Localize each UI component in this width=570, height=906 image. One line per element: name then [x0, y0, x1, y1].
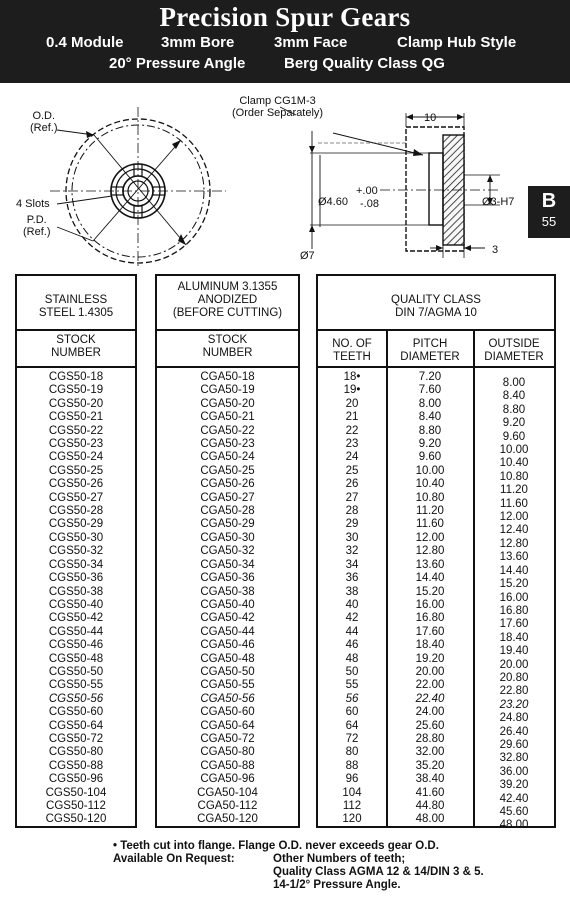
table-cell: CGA50-20 — [200, 397, 255, 410]
table-cell: 10.80 — [499, 470, 529, 483]
table-cell: 8.80 — [418, 424, 442, 437]
table-cell: CGA50-88 — [200, 759, 255, 772]
note-available-3 — [113, 879, 439, 892]
table-cell: 41.60 — [415, 786, 445, 799]
page-number: 55 — [541, 214, 557, 229]
table-cell: CGS50-38 — [48, 585, 104, 598]
table-cell: 14.40 — [499, 564, 529, 577]
table-cell: 32.80 — [499, 752, 529, 765]
aluminum-stock-column — [157, 371, 298, 827]
table-cell: CGA50-36 — [200, 572, 255, 585]
table-cell: 26 — [345, 478, 359, 491]
divider — [318, 329, 554, 331]
table-cell: 35.20 — [415, 759, 445, 772]
technical-drawing — [0, 83, 570, 268]
table-cell: 24 — [345, 451, 359, 464]
table-cell: CGS50-29 — [48, 518, 104, 531]
table-cell: CGS50-20 — [48, 397, 104, 410]
table-cell: 29 — [345, 518, 359, 531]
table-cell: CGA50-64 — [200, 719, 255, 732]
aluminum-table — [155, 274, 300, 828]
table-cell: CGA50-24 — [200, 451, 255, 464]
gear-front-view — [50, 107, 226, 268]
table-cell: CGS50-72 — [48, 732, 104, 745]
spec-bore: 3mm Bore — [161, 34, 235, 51]
table-cell: 11.60 — [500, 497, 528, 510]
table-cell: 22.40 — [415, 692, 445, 705]
table-cell: 15.20 — [415, 585, 445, 598]
table-cell: 44 — [345, 625, 359, 638]
table-cell: 17.60 — [415, 625, 445, 638]
table-cell: CGA50-120 — [197, 813, 258, 826]
table-cell: 11.20 — [500, 484, 528, 497]
table-cell: 8.00 — [502, 377, 526, 389]
table-cell: 50 — [345, 665, 359, 678]
table-cell: 19• — [343, 384, 361, 397]
table-cell: CGA50-112 — [197, 800, 258, 812]
table-cell: 72 — [345, 732, 359, 745]
table-cell: CGS50-32 — [48, 545, 104, 558]
teeth-header: NO. OF TEETH — [332, 338, 372, 363]
stainless-material-header: STAINLESS STEEL 1.4305 — [38, 294, 114, 319]
table-cell: CGS50-80 — [48, 746, 104, 759]
aluminum-stock-header: STOCK NUMBER — [202, 334, 253, 359]
dim-base-label: Ø7 — [300, 250, 315, 262]
table-cell: 9.20 — [418, 438, 442, 451]
table-cell: CGA50-50 — [200, 665, 255, 678]
spec-pressure-angle: 20° Pressure Angle — [109, 55, 246, 72]
divider — [17, 366, 135, 368]
table-cell: 27 — [345, 491, 359, 504]
od-label: O.D. (Ref.) — [30, 110, 58, 134]
table-cell: CGA50-29 — [200, 518, 255, 531]
tol-minus-label: -.08 — [360, 198, 379, 210]
table-cell: CGA50-25 — [200, 464, 255, 477]
table-cell: 10.40 — [415, 478, 445, 491]
table-cell: CGS50-48 — [48, 652, 104, 665]
available-label: Available On Request: — [113, 853, 235, 865]
table-cell: CGA50-26 — [200, 478, 255, 491]
table-cell: 42.40 — [499, 792, 529, 805]
table-cell: 11.20 — [416, 505, 444, 518]
table-cell: 56 — [345, 692, 359, 705]
note-teeth: • Teeth cut into flange. Flange O.D. never exceeds gear O.D. — [113, 840, 439, 852]
table-cell: 16.00 — [415, 598, 445, 611]
table-cell: CGS50-21 — [48, 411, 104, 424]
outside-diameter-header: OUTSIDE DIAMETER — [484, 338, 544, 363]
table-cell: 11.60 — [416, 518, 444, 531]
table-cell: 29.60 — [499, 738, 529, 751]
divider — [157, 366, 298, 368]
table-cell: CGS50-42 — [48, 612, 104, 625]
pitch-diameter-header: PITCH DIAMETER — [400, 338, 460, 363]
dim-face-label: 10 — [424, 112, 437, 124]
slots-label: 4 Slots — [16, 198, 50, 210]
table-cell: 20 — [345, 397, 359, 410]
table-cell: CGA50-22 — [200, 424, 255, 437]
table-cell: 112 — [342, 800, 362, 812]
table-cell: CGA50-104 — [197, 786, 258, 799]
stainless-table — [15, 274, 137, 828]
table-cell: CGS50-104 — [45, 786, 107, 799]
table-cell: 28 — [345, 505, 359, 518]
table-cell: 32.00 — [415, 746, 445, 759]
table-cell: CGS50-36 — [48, 572, 104, 585]
dim-hub-dia-label: Ø4.60 — [318, 196, 348, 208]
table-cell: CGA50-96 — [200, 773, 255, 786]
table-cell: CGA50-72 — [200, 732, 255, 745]
table-cell: 9.20 — [502, 417, 526, 430]
table-cell: CGA50-34 — [200, 558, 255, 571]
table-cell: CGS50-28 — [48, 505, 104, 518]
table-cell: 120 — [342, 813, 362, 826]
pd-label: P.D. (Ref.) — [23, 214, 51, 238]
table-cell: 10.00 — [415, 464, 445, 477]
table-cell: CGS50-55 — [48, 679, 104, 692]
table-cell: 28.80 — [415, 732, 445, 745]
table-cell: CGS50-88 — [48, 759, 104, 772]
table-cell: 7.60 — [418, 384, 442, 397]
table-cell: 9.60 — [502, 430, 526, 443]
table-cell: CGA50-44 — [200, 625, 255, 638]
table-cell: 96 — [345, 773, 359, 786]
table-cell: 7.20 — [418, 371, 442, 383]
table-cell: 45.60 — [499, 806, 529, 818]
table-cell: CGA50-21 — [200, 411, 255, 424]
table-cell: CGA50-19 — [200, 384, 255, 397]
table-cell: 22 — [345, 424, 359, 437]
table-cell: CGA50-27 — [200, 491, 255, 504]
table-cell: 20.00 — [415, 665, 445, 678]
table-cell: CGA50-18 — [200, 371, 255, 383]
table-cell: 9.60 — [418, 451, 442, 464]
divider — [318, 366, 554, 368]
table-cell: 25.60 — [415, 719, 445, 732]
tol-plus-label: +.00 — [356, 185, 378, 197]
table-cell: 48.00 — [415, 813, 445, 826]
table-cell: 23 — [345, 438, 359, 451]
table-cell: 22.00 — [415, 679, 445, 692]
table-cell: 17.60 — [499, 618, 529, 631]
table-cell: 18.40 — [415, 639, 445, 652]
table-cell: 10.00 — [499, 444, 529, 457]
table-cell: 42 — [345, 612, 359, 625]
table-cell: 19.20 — [415, 652, 445, 665]
table-cell: 18• — [343, 371, 361, 383]
table-cell: 32 — [345, 545, 359, 558]
clamp-label: Clamp CG1M-3 (Order Separately) — [232, 95, 324, 119]
gear-side-view — [280, 107, 500, 258]
table-cell: 38.40 — [415, 773, 445, 786]
table-cell: 12.80 — [499, 537, 529, 550]
table-cell: 12.40 — [499, 524, 529, 537]
table-cell: CGS50-46 — [48, 639, 104, 652]
table-cell: 13.60 — [499, 551, 529, 564]
table-cell: CGS50-40 — [48, 598, 104, 611]
table-cell: 20.80 — [499, 671, 529, 684]
divider — [157, 329, 298, 331]
divider — [17, 329, 135, 331]
table-cell: 40 — [345, 598, 359, 611]
table-cell: CGS50-34 — [48, 558, 104, 571]
leader-arrowheads — [86, 131, 186, 245]
table-cell: CGA50-46 — [200, 639, 255, 652]
table-cell: CGS50-22 — [48, 424, 104, 437]
table-cell: CGS50-60 — [48, 706, 104, 719]
table-cell: CGA50-23 — [200, 438, 255, 451]
section-letter: B — [541, 190, 557, 212]
table-cell: CGA50-38 — [200, 585, 255, 598]
table-cell: CGA50-32 — [200, 545, 255, 558]
table-cell: CGS50-23 — [48, 438, 104, 451]
table-cell: 13.60 — [415, 558, 445, 571]
table-cell: 34 — [345, 558, 359, 571]
table-cell: 60 — [345, 706, 359, 719]
table-cell: CGS50-56 — [48, 692, 104, 705]
table-cell: 23.20 — [499, 698, 529, 711]
table-cell: 14.40 — [415, 572, 445, 585]
table-cell: CGS50-112 — [46, 800, 106, 812]
table-cell: CGA50-42 — [200, 612, 255, 625]
table-cell: 38 — [345, 585, 359, 598]
table-cell: CGS50-64 — [48, 719, 104, 732]
dimension-arrowheads — [309, 114, 493, 251]
table-cell: CGA50-30 — [200, 531, 255, 544]
table-cell: 30 — [345, 531, 359, 544]
outside-diameter-column — [475, 377, 553, 833]
table-cell: 12.80 — [415, 545, 445, 558]
table-cell: 10.80 — [415, 491, 445, 504]
table-cell: CGS50-25 — [48, 464, 104, 477]
table-cell: 104 — [342, 786, 362, 799]
spec-quality-class: Berg Quality Class QG — [284, 55, 445, 72]
table-cell: 24.00 — [415, 706, 445, 719]
table-cell: 19.40 — [499, 645, 529, 658]
table-cell: 16.00 — [499, 591, 529, 604]
table-cell: 48.00 — [499, 819, 529, 832]
available-item-3: 14-1/2° Pressure Angle. — [273, 879, 401, 891]
table-cell: 8.40 — [502, 390, 526, 403]
table-cell: 8.80 — [502, 403, 526, 416]
spec-module: 0.4 Module — [46, 34, 124, 51]
table-cell: CGS50-24 — [48, 451, 104, 464]
table-cell: 22.80 — [499, 685, 529, 698]
page-title: Precision Spur Gears — [159, 2, 411, 32]
table-cell: 46 — [345, 639, 359, 652]
table-cell: CGS50-50 — [48, 665, 104, 678]
table-cell: 64 — [345, 719, 359, 732]
stainless-stock-header: STOCK NUMBER — [51, 334, 101, 359]
table-cell: 21 — [345, 411, 359, 424]
table-cell: 15.20 — [499, 578, 529, 591]
section-tab — [528, 186, 570, 238]
table-cell: 36.00 — [499, 765, 529, 778]
quality-class-header: QUALITY CLASS DIN 7/AGMA 10 — [391, 294, 481, 319]
table-cell: CGS50-30 — [48, 531, 104, 544]
table-cell: 18.40 — [499, 631, 529, 644]
table-cell: 24.80 — [499, 712, 529, 725]
table-cell: 44.80 — [415, 800, 445, 812]
table-cell: CGS50-18 — [48, 371, 104, 383]
pitch-diameter-column — [388, 371, 472, 827]
spec-face: 3mm Face — [274, 34, 348, 51]
table-cell: 8.00 — [418, 397, 442, 410]
note-available-2 — [113, 866, 484, 879]
notes — [113, 840, 484, 892]
table-cell: CGA50-55 — [200, 679, 255, 692]
table-cell: CGA50-48 — [200, 652, 255, 665]
table-cell: 16.80 — [415, 612, 445, 625]
table-cell: CGA50-28 — [200, 505, 255, 518]
spec-hub-style: Clamp Hub Style — [397, 34, 517, 51]
table-cell: 48 — [345, 652, 359, 665]
table-cell: 25 — [345, 464, 359, 477]
table-cell: 26.40 — [499, 725, 529, 738]
table-cell: 12.00 — [499, 511, 529, 524]
dim-flange-label: 3 — [492, 244, 499, 256]
table-cell: 80 — [345, 746, 359, 759]
table-cell: 39.20 — [499, 779, 529, 792]
header-band — [0, 0, 570, 83]
table-cell: CGA50-80 — [200, 746, 255, 759]
table-cell: CGA50-40 — [200, 598, 255, 611]
note-available — [113, 853, 439, 866]
table-cell: CGS50-27 — [48, 491, 104, 504]
table-cell: CGS50-44 — [48, 625, 104, 638]
table-cell: CGS50-120 — [45, 813, 107, 826]
table-cell: 55 — [345, 679, 359, 692]
table-cell: 20.00 — [499, 658, 529, 671]
table-cell: 10.40 — [499, 457, 529, 470]
table-cell: 88 — [345, 759, 359, 772]
table-cell: 12.00 — [415, 531, 445, 544]
table-cell: 8.40 — [418, 411, 442, 424]
table-cell: CGS50-26 — [48, 478, 104, 491]
available-item-1: Other Numbers of teeth; — [273, 853, 406, 865]
stainless-stock-column — [17, 371, 135, 827]
quality-table — [316, 274, 556, 832]
aluminum-material-header: ALUMINUM 3.1355 ANODIZED (BEFORE CUTTING) — [172, 281, 283, 319]
table-cell: CGS50-19 — [48, 384, 104, 397]
available-item-2: Quality Class AGMA 12 & 14/DIN 3 & 5. — [273, 866, 484, 878]
teeth-column — [318, 371, 386, 827]
table-cell: 16.80 — [499, 604, 529, 617]
table-cell: CGA50-60 — [200, 706, 255, 719]
table-cell: CGS50-96 — [48, 773, 104, 786]
dim-bore-label: Ø3-H7 — [482, 196, 515, 208]
table-cell: 36 — [345, 572, 359, 585]
table-cell: CGA50-56 — [200, 692, 255, 705]
